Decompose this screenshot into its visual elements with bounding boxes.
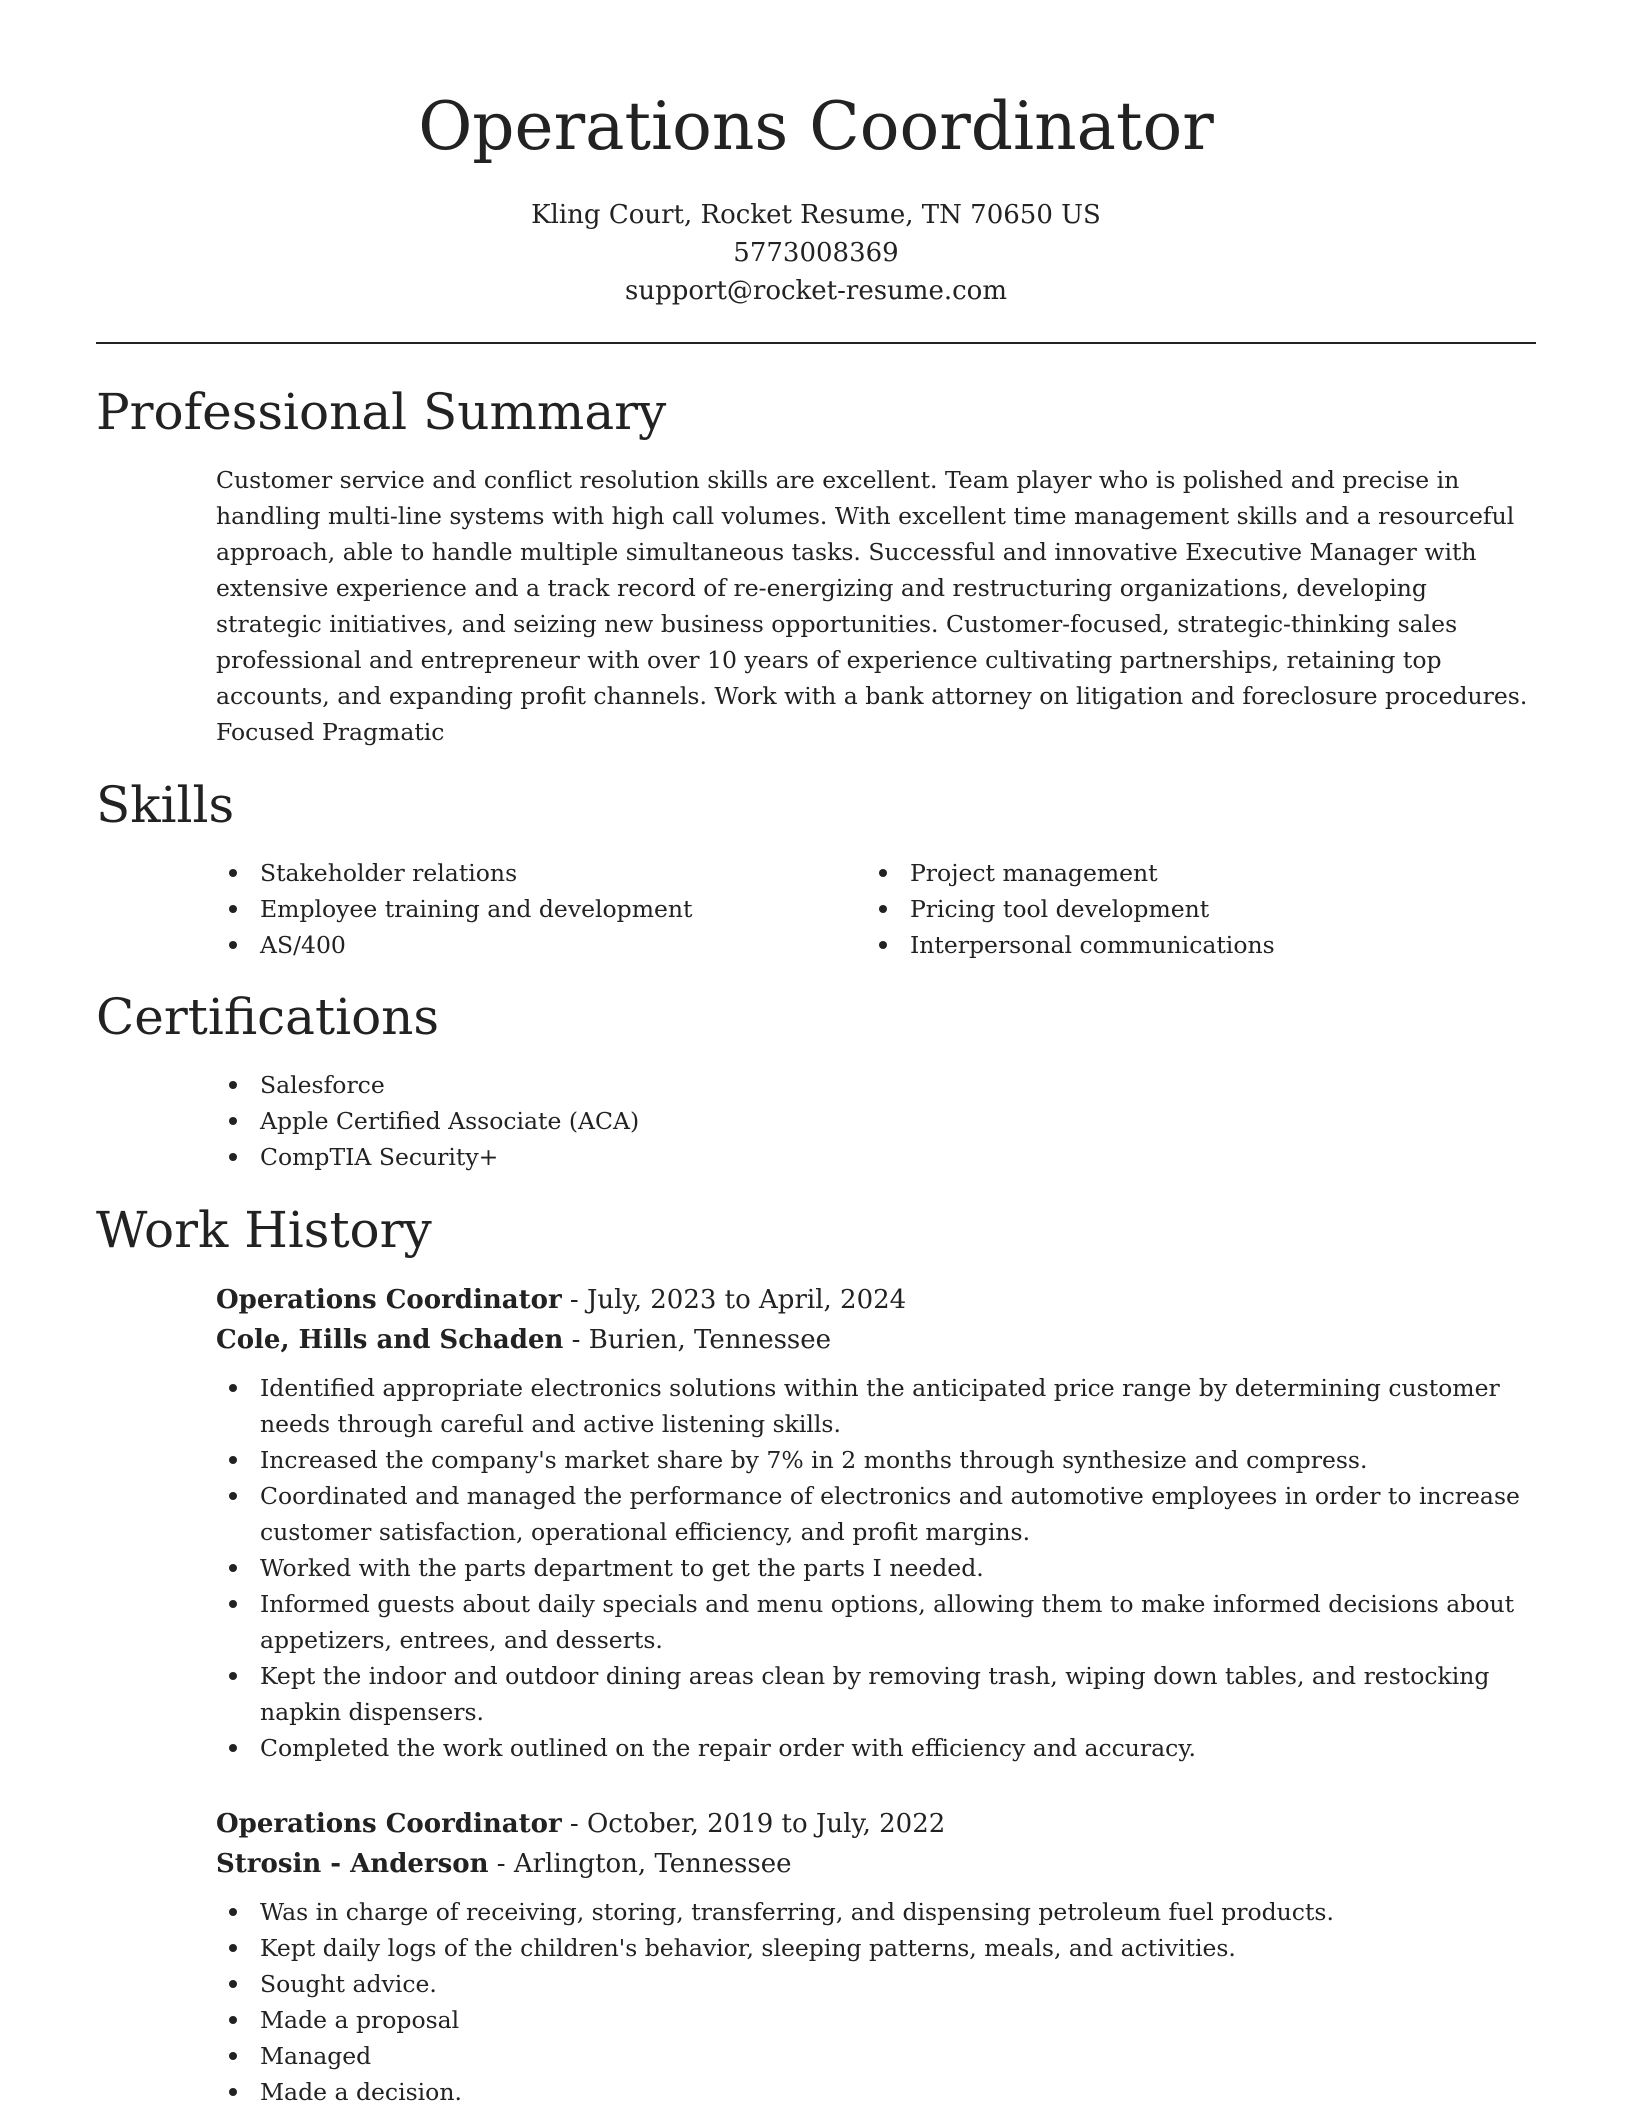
- job-entry: [216, 1280, 1546, 1766]
- job-title-line: [216, 1804, 1546, 1844]
- job-company-line: [216, 1320, 1546, 1360]
- certification-item: Apple Certified Associate (ACA): [216, 1103, 1536, 1139]
- contact-phone: 5773008369: [733, 238, 899, 268]
- job-duty: Informed guests about daily specials and menu options, allowing them to make informed decisions about appetizers, entrees, and desserts.: [216, 1586, 1546, 1658]
- contact-email: support@rocket-resume.com: [624, 276, 1007, 306]
- skills-list-right: [866, 855, 1486, 963]
- job-location: - Burien, Tennessee: [563, 1325, 832, 1355]
- job-dates: - July, 2023 to April, 2024: [561, 1285, 907, 1315]
- job-title-line: [216, 1280, 1546, 1320]
- work-history-heading: Work History: [96, 1201, 432, 1259]
- job-entry: [216, 1804, 1546, 2110]
- job-duty: Made a proposal: [216, 2002, 1546, 2038]
- job-duty: Kept the indoor and outdoor dining areas clean by removing trash, wiping down tables, and restocking napkin dispensers.: [216, 1658, 1546, 1730]
- skill-item: Stakeholder relations: [216, 855, 836, 891]
- certification-item: Salesforce: [216, 1067, 1536, 1103]
- job-duty: Kept daily logs of the children's behavior, sleeping patterns, meals, and activities.: [216, 1930, 1546, 1966]
- skills-list-left: [216, 855, 836, 963]
- summary-heading: Professional Summary: [96, 383, 667, 441]
- job-duties-list: [216, 1370, 1546, 1766]
- job-duty: Sought advice.: [216, 1966, 1546, 2002]
- job-duty: Worked with the parts department to get the parts I needed.: [216, 1550, 1546, 1586]
- job-duty: Completed the work outlined on the repair order with efficiency and accuracy.: [216, 1730, 1546, 1766]
- skill-item: Employee training and development: [216, 891, 836, 927]
- resume-header: [0, 82, 1632, 310]
- certification-item: CompTIA Security+: [216, 1139, 1536, 1175]
- skills-heading: Skills: [96, 776, 235, 834]
- job-dates: - October, 2019 to July, 2022: [561, 1809, 946, 1839]
- job-location: - Arlington, Tennessee: [488, 1849, 792, 1879]
- job-duty: Was in charge of receiving, storing, transferring, and dispensing petroleum fuel products.: [216, 1894, 1546, 1930]
- job-duty: Increased the company's market share by 7% in 2 months through synthesize and compress.: [216, 1442, 1546, 1478]
- job-company-line: [216, 1844, 1546, 1884]
- header-divider: [96, 342, 1536, 344]
- job-title: Operations Coordinator: [216, 1285, 562, 1315]
- candidate-name: Operations Coordinator: [418, 88, 1214, 165]
- summary-text: Customer service and conflict resolution skills are excellent. Team player who is polished and precise in handling multi-line systems with high call volumes. With excellent time management skills and a resourceful approach, able to handle multiple simultaneous tasks. Successful and innovative Executive Manager with extensive experience and a track record of re-energizing and restructuring organizations, developing strategic initiatives, and seizing new business opportunities. Customer-focused, strategic-thinking sales professional and entrepreneur with over 10 years of experience cultivating partnerships, retaining top accounts, and expanding profit channels. Work with a bank attorney on litigation and foreclosure procedures. Focused Pragmatic: [216, 466, 1528, 746]
- job-duties-list: [216, 1894, 1546, 2110]
- job-duty: Coordinated and managed the performance of electronics and automotive employees in order to increase customer satisfaction, operational efficiency, and profit margins.: [216, 1478, 1546, 1550]
- certifications-heading: Certifications: [96, 988, 440, 1046]
- skill-item: AS/400: [216, 927, 836, 963]
- skill-item: Project management: [866, 855, 1486, 891]
- job-company: Cole, Hills and Schaden: [216, 1325, 564, 1355]
- skill-item: Interpersonal communications: [866, 927, 1486, 963]
- job-duty: Managed: [216, 2038, 1546, 2074]
- contact-address: Kling Court, Rocket Resume, TN 70650 US: [531, 200, 1101, 230]
- skill-item: Pricing tool development: [866, 891, 1486, 927]
- job-title: Operations Coordinator: [216, 1809, 562, 1839]
- job-duty: Identified appropriate electronics solutions within the anticipated price range by determining customer needs through careful and active listening skills.: [216, 1370, 1546, 1442]
- certifications-list: [216, 1067, 1536, 1175]
- job-duty: Made a decision.: [216, 2074, 1546, 2110]
- job-company: Strosin - Anderson: [216, 1849, 489, 1879]
